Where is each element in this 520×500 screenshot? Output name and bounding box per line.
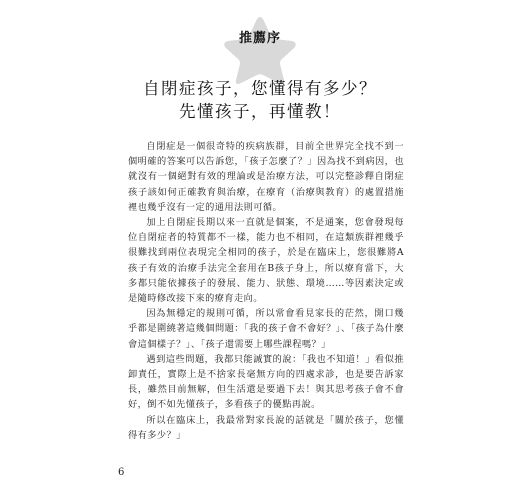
- page-number: 6: [118, 467, 125, 478]
- section-label: 推薦序: [238, 31, 281, 46]
- paragraph: 因為無穩定的規則可循，所以常會看見家長的茫然，開口幾乎都是圍繞著這幾個問題：「我的孩子會不會好？」、「孩子為什麼會這個樣子？」、「孩子還需要上哪些課程嗎？」: [128, 308, 404, 350]
- paragraph: 加上自閉症長期以來一直就是個案，不是通案，您會發現每位自閉症者的特質都不一樣，能力也不相同，在這類族群裡幾乎很難找到兩位表現完全相同的孩子，於是在臨床上，您很難將A孩子有效的治療手法完全套用在B孩子身上，所以療育當下，大多都只能依據孩子的發展、能力、狀態、環境……等因素決定或是隨時修改接下來的療育走向。: [128, 217, 404, 305]
- foreword-title-line-1: 自閉症孩子，您懂得有多少？: [143, 79, 377, 98]
- foreword-title-line-2: 先懂孩子，再懂教！: [179, 102, 341, 121]
- paragraph: 遇到這些問題，我都只能誠實的說：「我也不知道！」看似推卸責任，實際上是不捨家長毫無方向的四處求診，也是要告訴家長，雖然目前無解，但生活還是要過下去！與其思考孩子會不會好，倒不如先懂孩子，多看孩子的優點再說。: [128, 353, 404, 411]
- paragraph: 自閉症是一個很奇特的疾病族群，目前全世界完全找不到一個明確的答案可以告訴您，「孩子怎麼了？」因為找不到病因，也就沒有一個絕對有效的理論或是治療方法，可以完整診釋自閉症孩子該如何正確教育與治療，在療育（治療與教育）的處置措施裡也幾乎沒有一定的通用法則可循。: [128, 141, 404, 213]
- paragraph: 所以在臨床上，我最常對家長說的話就是「關於孩子，您懂得有多少？」: [128, 414, 404, 441]
- foreword-body: [128, 139, 404, 443]
